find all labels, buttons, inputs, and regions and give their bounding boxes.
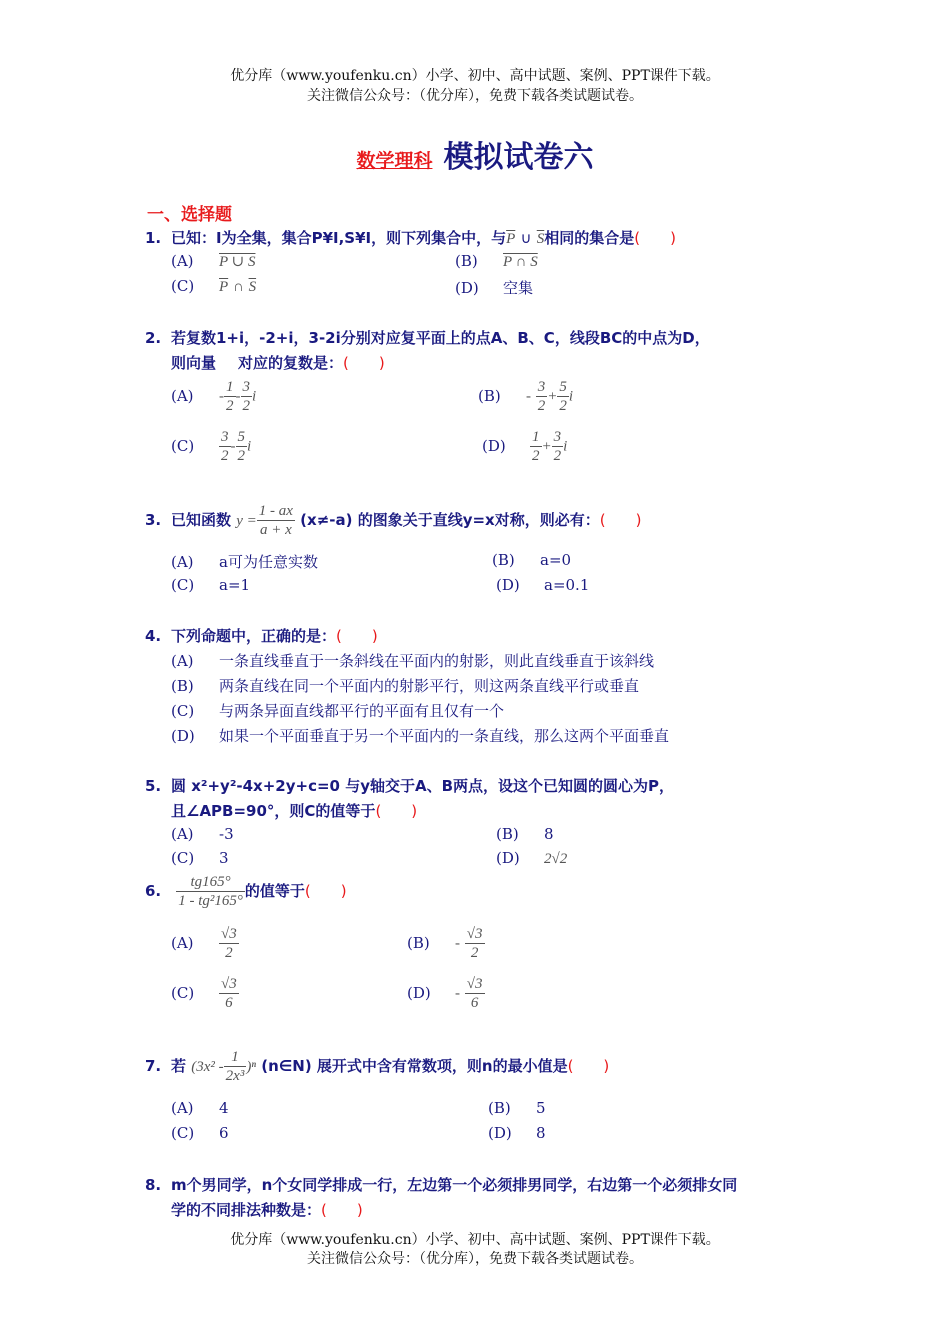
q5-option-c: (C) 3 xyxy=(171,849,229,867)
q1-option-d: (D) 空集 xyxy=(455,279,534,297)
q3-option-c: (C) a=1 xyxy=(171,576,251,594)
q1-option-c: (C) $\overline{P}$ ∩ $\overline{S}$ xyxy=(171,277,257,295)
q8-line-2: 学的不同排法种数是：( ) xyxy=(171,1201,363,1219)
q7-option-a: (A) 4 xyxy=(171,1099,229,1117)
q6-option-c: (C) $\frac{√3}{6}$ xyxy=(171,976,237,1011)
q7-option-b: (B) 5 xyxy=(488,1099,546,1117)
q1-option-a: (A) P ∪ S xyxy=(171,252,256,270)
q4-option-d: (D) 如果一个平面垂直于另一个平面内的一条直线，那么这两个平面垂直 xyxy=(171,727,670,745)
question-1 xyxy=(145,227,676,248)
q2-option-a: (A) - $\frac{1}{2}$ - $\frac{3}{2}$ i xyxy=(171,379,257,414)
header-line-1: 优分库（www.youfenku.cn）小学、初中、高中试题、案例、PPT课件下载。 xyxy=(230,68,720,84)
q2-number: 2. xyxy=(145,329,162,347)
q1-cup: ∪ xyxy=(520,229,532,247)
question-7: 7. 若 (3x² - $\frac{1}{\text{2x³}}$ )ⁿ (n∈N) 展开式中含有常数项，则n的最小值是( ) xyxy=(145,1049,610,1084)
section-heading: 一、选择题 xyxy=(147,205,232,225)
header-line-2: 关注微信公众号：（优分库），免费下载各类试题试卷。 xyxy=(307,88,643,104)
q1-tail: 相同的集合是 xyxy=(544,229,635,247)
q2-option-b: (B) - $\frac{3}{2}$ + $\frac{5}{2}$ i xyxy=(478,379,574,414)
q2-option-c: (C) $\frac{3}{2}$ - $\frac{5}{2}$ i xyxy=(171,429,252,464)
q5-option-d: (D) 2√2 xyxy=(496,849,568,867)
q5-line-2: 且∠APB=90°，则C的值等于( ) xyxy=(171,802,418,820)
q4-option-a: (A) 一条直线垂直于一条斜线在平面内的射影，则此直线垂直于该斜线 xyxy=(171,652,655,670)
q2-line-1: 若复数1+i，-2+i，3-2i分别对应复平面上的点A、B、C，线段BC的中点为D， xyxy=(171,329,710,347)
q3-option-b: (B) a=0 xyxy=(492,551,572,569)
q3-option-a: (A) a可为任意实数 xyxy=(171,553,318,571)
page-title xyxy=(0,132,950,176)
q1-answer-paren: ( ) xyxy=(634,229,676,247)
q5-option-b: (B) 8 xyxy=(496,825,554,843)
q4-option-c: (C) 与两条异面直线都平行的平面有且仅有一个 xyxy=(171,702,505,720)
question-4: 4. 下列命题中，正确的是：( ) xyxy=(145,627,378,645)
q6-option-d: (D) - $\frac{√3}{6}$ xyxy=(407,976,483,1011)
title-subject: 数学理科 xyxy=(356,150,433,172)
q1-option-b: (B) P ∩ S xyxy=(455,252,538,270)
q5-option-a: (A) -3 xyxy=(171,825,234,843)
q1-text: 已知：I为全集，集合P¥I,S¥I，则下列集合中，与 xyxy=(171,229,507,247)
q2-option-d: (D) $\frac{1}{2}$ + $\frac{3}{2}$ i xyxy=(482,429,568,464)
q1-expr-p: $\overline{P}$ xyxy=(506,231,516,247)
q7-option-c: (C) 6 xyxy=(171,1124,229,1142)
q7-option-d: (D) 8 xyxy=(488,1124,546,1142)
q2-line-2: 则向量 对应的复数是：( ) xyxy=(171,354,385,372)
q1-number: 1. xyxy=(145,229,162,247)
question-6: 6. $\frac{tg165^\circ}{\text{1 - tg²165°}}$ 的值等于( ) xyxy=(145,874,347,909)
q4-option-b: (B) 两条直线在同一个平面内的射影平行，则这两条直线平行或垂直 xyxy=(171,677,640,695)
q1-expr-s: $\overline{S}$ xyxy=(536,231,545,247)
question-3: 3. 已知函数 y = $\frac{1 - ax}{a + x}$ (x≠-a) 的图象关于直线y=x对称，则必有：( ) xyxy=(145,503,642,538)
q6-option-b: (B) - $\frac{√3}{2}$ xyxy=(407,926,483,961)
question-5: 5. 圆 x²+y²-4x+2y+c=0 与y轴交于A、B两点，设这个已知圆的圆心为P， xyxy=(145,777,675,795)
question-8: 8. m个男同学，n个女同学排成一行，左边第一个必须排男同学，右边第一个必须排女同 xyxy=(145,1176,738,1194)
question-2 xyxy=(145,327,710,348)
footer-line-2: 关注微信公众号：（优分库），免费下载各类试题试卷。 xyxy=(307,1251,643,1267)
title-main: 模拟试卷六 xyxy=(443,140,594,175)
q6-option-a: (A) $\frac{√3}{2}$ xyxy=(171,926,237,961)
q3-option-d: (D) a=0.1 xyxy=(496,576,590,594)
footer-line-1: 优分库（www.youfenku.cn）小学、初中、高中试题、案例、PPT课件下载。 xyxy=(230,1232,720,1248)
